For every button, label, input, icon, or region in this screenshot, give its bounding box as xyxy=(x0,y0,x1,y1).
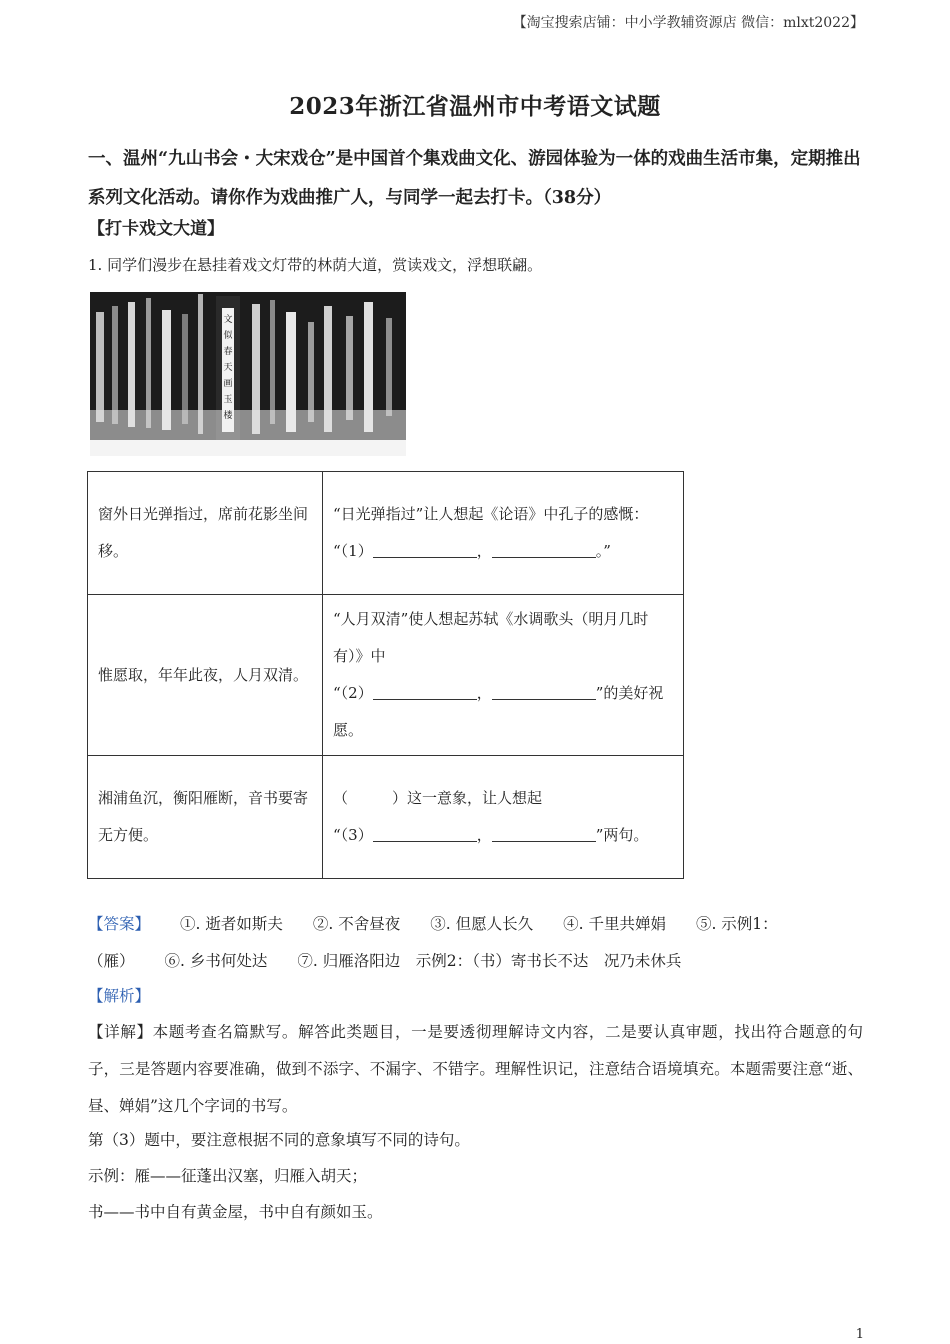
section-heading: 一、温州“九山书会・大宋戏仓”是中国首个集戏曲文化、游园体验为一体的戏曲生活市集，定期推出系列文化活动。请你作为戏曲推广人，与同学一起去打卡。（38分） xyxy=(88,149,861,208)
table-cell-prompt xyxy=(323,472,684,595)
prompt-prefix: “（2） xyxy=(333,684,373,702)
question-1: 1. 同学们漫步在悬挂着戏文灯带的林荫大道，赏读戏文，浮想联翩。 xyxy=(88,256,543,274)
answer-item: （雁） xyxy=(88,952,135,970)
table-cell-verse: 窗外日光弹指过，席前花影坐间移。 xyxy=(88,472,323,595)
detail-label: 【详解】 xyxy=(88,1023,153,1041)
answer-blank[interactable] xyxy=(492,826,596,842)
answer-item: ⑦. 归雁洛阳边 示例2：（书）寄书长不达 况乃未休兵 xyxy=(297,952,682,970)
table-cell-prompt xyxy=(323,756,684,879)
subheading: 【打卡戏文大道】 xyxy=(88,219,224,239)
lantern-char: 画 xyxy=(223,379,233,389)
answer-item: ④. 千里共婵娟 xyxy=(563,915,666,933)
answer-item: ①. 逝者如斯夫 xyxy=(180,915,283,933)
answer-blank[interactable] xyxy=(373,684,477,700)
book-line: 书——书中自有黄金屋，书中自有颜如玉。 xyxy=(88,1203,383,1221)
header-note: 【淘宝搜索店铺：中小学教辅资源店 微信：mlxt2022】 xyxy=(512,15,864,31)
detail-paragraph xyxy=(88,1014,863,1125)
answer-item: ⑥. 乡书何处达 xyxy=(164,952,268,970)
table-cell-verse: 湘浦鱼沉，衡阳雁断，音书要寄无方便。 xyxy=(88,756,323,879)
answer-label: 【答案】 xyxy=(88,915,151,933)
answer-item: ⑤. 示例1： xyxy=(695,915,778,933)
answer-item: ②. 不舍昼夜 xyxy=(312,915,401,933)
prompt-separator: ， xyxy=(476,826,492,844)
answer-item: ③. 但愿人长久 xyxy=(430,915,534,933)
answer-blank[interactable] xyxy=(373,826,477,842)
lantern-photo xyxy=(90,292,406,456)
prompt-separator: ， xyxy=(476,684,492,702)
answer-blank[interactable] xyxy=(492,684,596,700)
analysis-label: 【解析】 xyxy=(88,987,151,1005)
lantern-char: 似 xyxy=(223,331,233,341)
lantern-char: 春 xyxy=(223,347,233,357)
prompt-suffix: 。” xyxy=(595,542,611,560)
answer-blank[interactable] xyxy=(373,542,477,558)
table-row xyxy=(88,472,684,595)
page-title: 2023年浙江省温州市中考语文试题 xyxy=(289,93,661,120)
lantern-char: 楼 xyxy=(223,411,233,421)
detail-text: 本题考查名篇默写。解答此类题目，一是要透彻理解诗文内容，二是要认真审题，找出符合题意的句子，三是答题内容要准确，做到不添字、不漏字、不错字。理解性识记，注意结合语境填充。本题需要注意“逝、昼、婵娟”这几个字词的书写。 xyxy=(88,1023,863,1115)
prompt-separator: ， xyxy=(476,542,492,560)
prompt-prefix: “（3） xyxy=(333,826,373,844)
q3-note: 第（3）题中，要注意根据不同的意象填写不同的诗句。 xyxy=(88,1131,470,1149)
lantern-char: 天 xyxy=(223,363,233,373)
example-line: 示例：雁——征蓬出汉塞，归雁入胡天； xyxy=(88,1167,368,1185)
answer-blank[interactable] xyxy=(492,542,596,558)
answer-block xyxy=(88,906,868,980)
table-row xyxy=(88,595,684,756)
table-row xyxy=(88,756,684,879)
table-cell-prompt xyxy=(323,595,684,756)
prompt-text: “人月双清”使人想起苏轼《水调歌头（明月几时有）》中 xyxy=(333,610,649,665)
poem-table xyxy=(87,471,684,879)
lantern-char: 文 xyxy=(223,315,233,325)
prompt-prefix: “（1） xyxy=(333,542,373,560)
prompt-suffix: ”两句。 xyxy=(595,826,649,844)
table-cell-verse: 惟愿取，年年此夜，人月双清。 xyxy=(88,595,323,756)
prompt-text: “日光弹指过”让人想起《论语》中孔子的感慨： xyxy=(333,505,649,523)
prompt-paren-open: （ xyxy=(333,789,349,807)
prompt-text: ）这一意象，让人想起 xyxy=(392,789,543,807)
lantern-char: 玉 xyxy=(223,395,233,405)
prompt-suffix: ”的美好祝愿。 xyxy=(333,684,664,739)
page-number: 1 xyxy=(855,1327,864,1342)
